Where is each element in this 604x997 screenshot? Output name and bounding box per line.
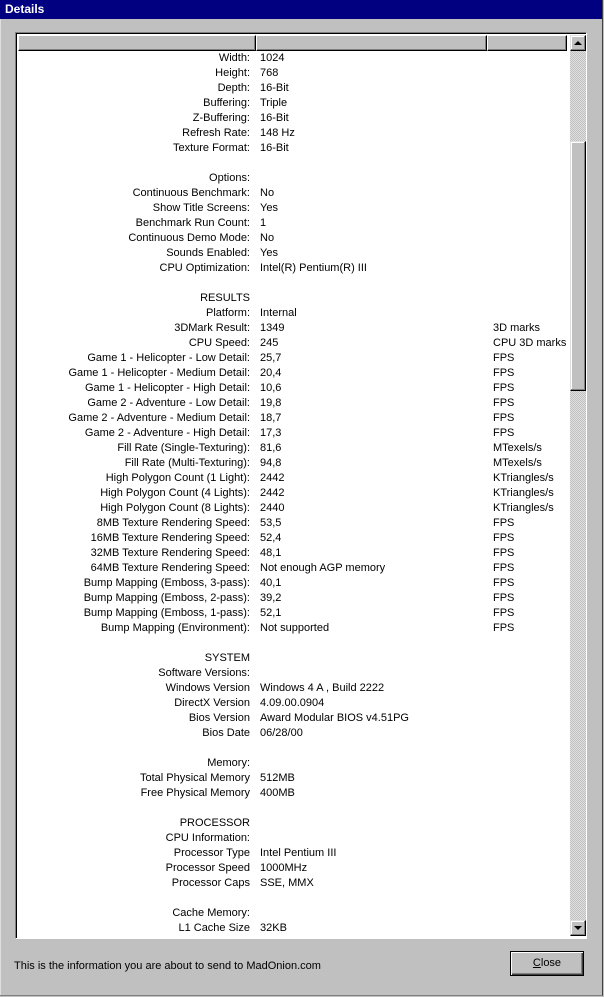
row-label: Windows Version <box>165 682 250 694</box>
list-row[interactable] <box>18 156 568 171</box>
row-label: Memory: <box>207 757 250 769</box>
list-row[interactable] <box>18 51 568 66</box>
row-unit: FPS <box>493 517 515 529</box>
row-label: Bios Version <box>188 712 250 724</box>
row-value: 16-Bit <box>260 142 289 154</box>
row-value: 512MB <box>260 772 295 784</box>
row-value: 39,2 <box>260 592 282 604</box>
row-label: Height: <box>215 67 250 79</box>
row-label: Show Title Screens: <box>152 202 250 214</box>
row-value: 16-Bit <box>260 112 289 124</box>
row-label: L1 Cache Size <box>178 922 250 934</box>
row-label: PROCESSOR <box>179 817 250 829</box>
row-label: Free Physical Memory <box>140 787 250 799</box>
list-row[interactable] <box>18 906 568 921</box>
list-row[interactable] <box>18 261 568 276</box>
row-label: CPU Speed: <box>188 337 250 349</box>
row-unit: KTriangles/s <box>493 502 554 514</box>
row-value: 18,7 <box>260 412 282 424</box>
row-unit: FPS <box>493 592 515 604</box>
row-value: Intel(R) Pentium(R) III <box>260 262 367 274</box>
row-label: High Polygon Count (1 Light): <box>105 472 250 484</box>
row-value: 1000MHz <box>260 862 308 874</box>
list-row[interactable] <box>18 816 568 831</box>
row-value: Triple <box>260 97 288 109</box>
column-header-label[interactable] <box>18 35 256 51</box>
close-label: lose <box>540 957 562 969</box>
row-label: High Polygon Count (8 Lights): <box>100 502 250 514</box>
row-value: Not supported <box>260 622 330 634</box>
list-row[interactable] <box>18 471 568 486</box>
scroll-down-button[interactable] <box>570 920 586 936</box>
row-unit: FPS <box>493 562 515 574</box>
list-row[interactable] <box>18 351 568 366</box>
row-label: Bump Mapping (Emboss, 1-pass): <box>83 607 250 619</box>
list-row[interactable] <box>18 366 568 381</box>
list-row[interactable] <box>18 546 568 561</box>
list-row[interactable] <box>18 726 568 741</box>
row-label: Platform: <box>205 307 250 319</box>
row-label: 3DMark Result: <box>174 322 250 334</box>
row-label: 8MB Texture Rendering Speed: <box>96 517 250 529</box>
row-unit: FPS <box>493 577 515 589</box>
row-label: Width: <box>218 52 250 64</box>
list-row[interactable] <box>18 531 568 546</box>
close-mnemonic: C <box>532 957 541 969</box>
list-row[interactable] <box>18 441 568 456</box>
list-row[interactable] <box>18 636 568 651</box>
title-bar[interactable] <box>0 0 602 19</box>
list-row[interactable] <box>18 606 568 621</box>
list-row[interactable] <box>18 456 568 471</box>
row-unit: CPU 3D marks <box>493 337 567 349</box>
list-row[interactable] <box>18 171 568 186</box>
row-value: 32KB <box>260 922 287 934</box>
list-row[interactable] <box>18 246 568 261</box>
triangle-up-icon <box>574 41 582 45</box>
list-row[interactable] <box>18 126 568 141</box>
row-label: Bios Date <box>202 727 250 739</box>
list-row[interactable] <box>18 411 568 426</box>
list-row[interactable] <box>18 621 568 636</box>
list-row[interactable] <box>18 141 568 156</box>
list-row[interactable] <box>18 381 568 396</box>
row-label: Z-Buffering: <box>192 112 250 124</box>
row-value: 2440 <box>260 502 285 514</box>
triangle-down-icon <box>574 926 582 930</box>
row-unit: FPS <box>493 622 515 634</box>
row-unit: 3D marks <box>493 322 541 334</box>
list-row[interactable] <box>18 276 568 291</box>
row-value: Intel Pentium III <box>260 847 337 859</box>
row-label: Game 2 - Adventure - Low Detail: <box>87 397 250 409</box>
row-label: Texture Format: <box>172 142 250 154</box>
list-row[interactable] <box>18 291 568 306</box>
row-label: Fill Rate (Single-Texturing): <box>117 442 250 454</box>
row-unit: FPS <box>493 412 515 424</box>
list-row[interactable] <box>18 666 568 681</box>
row-unit: MTexels/s <box>493 457 542 469</box>
list-row[interactable] <box>18 186 568 201</box>
row-value: 94,8 <box>260 457 282 469</box>
list-row[interactable] <box>18 231 568 246</box>
row-label: Sounds Enabled: <box>166 247 250 259</box>
row-value: 1024 <box>260 52 285 64</box>
window-title: Details <box>5 2 45 16</box>
row-unit: FPS <box>493 427 515 439</box>
row-label: Software Versions: <box>158 667 250 679</box>
row-value: 81,6 <box>260 442 282 454</box>
row-value: Internal <box>260 307 297 319</box>
list-row[interactable] <box>18 711 568 726</box>
row-unit: KTriangles/s <box>493 487 554 499</box>
row-label: 32MB Texture Rendering Speed: <box>90 547 250 559</box>
row-label: CPU Optimization: <box>159 262 250 274</box>
row-label: Game 1 - Helicopter - High Detail: <box>84 382 250 394</box>
row-value: Award Modular BIOS v4.51PG <box>260 712 409 724</box>
list-row[interactable] <box>18 321 568 336</box>
row-value: 400MB <box>260 787 295 799</box>
row-unit: FPS <box>493 532 515 544</box>
list-row[interactable] <box>18 96 568 111</box>
row-value: 06/28/00 <box>260 727 303 739</box>
row-unit: FPS <box>493 397 515 409</box>
row-value: 2442 <box>260 487 285 499</box>
row-value: 19,8 <box>260 397 282 409</box>
list-row[interactable] <box>18 561 568 576</box>
row-value: 10,6 <box>260 382 282 394</box>
row-label: Bump Mapping (Environment): <box>100 622 250 634</box>
row-label: Cache Memory: <box>172 907 250 919</box>
row-label: Options: <box>209 172 250 184</box>
list-row[interactable] <box>18 876 568 891</box>
list-row[interactable] <box>18 861 568 876</box>
row-unit: FPS <box>493 547 515 559</box>
list-row[interactable] <box>18 201 568 216</box>
row-value: 52,4 <box>260 532 282 544</box>
close-button[interactable] <box>510 951 584 976</box>
column-header-unit[interactable] <box>487 35 567 51</box>
column-header-value[interactable] <box>256 35 487 51</box>
row-value: 4.09.00.0904 <box>260 697 325 709</box>
list-row[interactable] <box>18 426 568 441</box>
list-row[interactable] <box>18 591 568 606</box>
row-label: SYSTEM <box>204 652 250 664</box>
row-label: Game 1 - Helicopter - Medium Detail: <box>68 367 250 379</box>
row-label: Buffering: <box>203 97 250 109</box>
list-row[interactable] <box>18 651 568 666</box>
row-unit: MTexels/s <box>493 442 542 454</box>
scrollbar-thumb[interactable] <box>570 141 586 391</box>
row-label: DirectX Version <box>174 697 250 709</box>
row-value: 148 Hz <box>260 127 295 139</box>
list-row[interactable] <box>18 486 568 501</box>
list-row[interactable] <box>18 306 568 321</box>
scroll-up-button[interactable] <box>570 35 586 51</box>
row-label: Processor Speed <box>165 862 250 874</box>
row-value: 53,5 <box>260 517 282 529</box>
row-unit: FPS <box>493 367 515 379</box>
row-label: Processor Type <box>173 847 250 859</box>
row-unit: FPS <box>493 382 515 394</box>
list-row[interactable] <box>18 921 568 936</box>
row-label: 16MB Texture Rendering Speed: <box>90 532 250 544</box>
row-unit: KTriangles/s <box>493 472 554 484</box>
row-value: No <box>260 232 275 244</box>
row-value: 17,3 <box>260 427 282 439</box>
row-label: Depth: <box>217 82 250 94</box>
row-value: 768 <box>260 67 279 79</box>
row-label: Processor Caps <box>171 877 250 889</box>
row-label: RESULTS <box>200 292 250 304</box>
row-label: Continuous Demo Mode: <box>128 232 250 244</box>
list-row[interactable] <box>18 396 568 411</box>
row-value: Yes <box>260 247 278 259</box>
row-value: SSE, MMX <box>260 877 314 889</box>
list-row[interactable] <box>18 831 568 846</box>
list-row[interactable] <box>18 81 568 96</box>
list-row[interactable] <box>18 771 568 786</box>
list-row[interactable] <box>18 516 568 531</box>
row-label: Total Physical Memory <box>139 772 250 784</box>
row-value: 1 <box>260 217 267 229</box>
list-row[interactable] <box>18 576 568 591</box>
footer-message: This is the information you are about to send to MadOnion.com <box>14 960 321 972</box>
row-unit: FPS <box>493 352 515 364</box>
list-row[interactable] <box>18 216 568 231</box>
list-row[interactable] <box>18 696 568 711</box>
list-row[interactable] <box>18 846 568 861</box>
row-label: Fill Rate (Multi-Texturing): <box>124 457 250 469</box>
row-label: Game 2 - Adventure - Medium Detail: <box>68 412 250 424</box>
row-label: CPU Information: <box>165 832 250 844</box>
list-row[interactable] <box>18 786 568 801</box>
list-row[interactable] <box>18 801 568 816</box>
list-row[interactable] <box>18 741 568 756</box>
details-list[interactable] <box>15 32 587 939</box>
row-value: 20,4 <box>260 367 282 379</box>
row-value: Not enough AGP memory <box>260 562 386 574</box>
row-value: Windows 4 A , Build 2222 <box>260 682 385 694</box>
row-label: High Polygon Count (4 Lights): <box>100 487 250 499</box>
row-label: Game 2 - Adventure - High Detail: <box>84 427 250 439</box>
row-value: 25,7 <box>260 352 282 364</box>
row-label: Bump Mapping (Emboss, 3-pass): <box>83 577 250 589</box>
row-value: 1349 <box>260 322 285 334</box>
row-value: 245 <box>260 337 279 349</box>
row-value: 40,1 <box>260 577 282 589</box>
row-label: Continuous Benchmark: <box>132 187 250 199</box>
row-value: 48,1 <box>260 547 282 559</box>
row-unit: FPS <box>493 607 515 619</box>
list-row[interactable] <box>18 891 568 906</box>
vertical-scrollbar[interactable] <box>570 35 586 936</box>
row-value: 52,1 <box>260 607 282 619</box>
row-label: Bump Mapping (Emboss, 2-pass): <box>83 592 250 604</box>
list-header <box>18 35 568 51</box>
list-row[interactable] <box>18 756 568 771</box>
row-label: Benchmark Run Count: <box>135 217 250 229</box>
list-row[interactable] <box>18 111 568 126</box>
row-value: Yes <box>260 202 278 214</box>
row-value: 16-Bit <box>260 82 289 94</box>
row-value: 2442 <box>260 472 285 484</box>
list-row[interactable] <box>18 681 568 696</box>
row-value: No <box>260 187 275 199</box>
list-row[interactable] <box>18 336 568 351</box>
list-row[interactable] <box>18 66 568 81</box>
row-label: Refresh Rate: <box>182 127 250 139</box>
list-row[interactable] <box>18 501 568 516</box>
row-label: 64MB Texture Rendering Speed: <box>90 562 250 574</box>
row-label: Game 1 - Helicopter - Low Detail: <box>87 352 250 364</box>
